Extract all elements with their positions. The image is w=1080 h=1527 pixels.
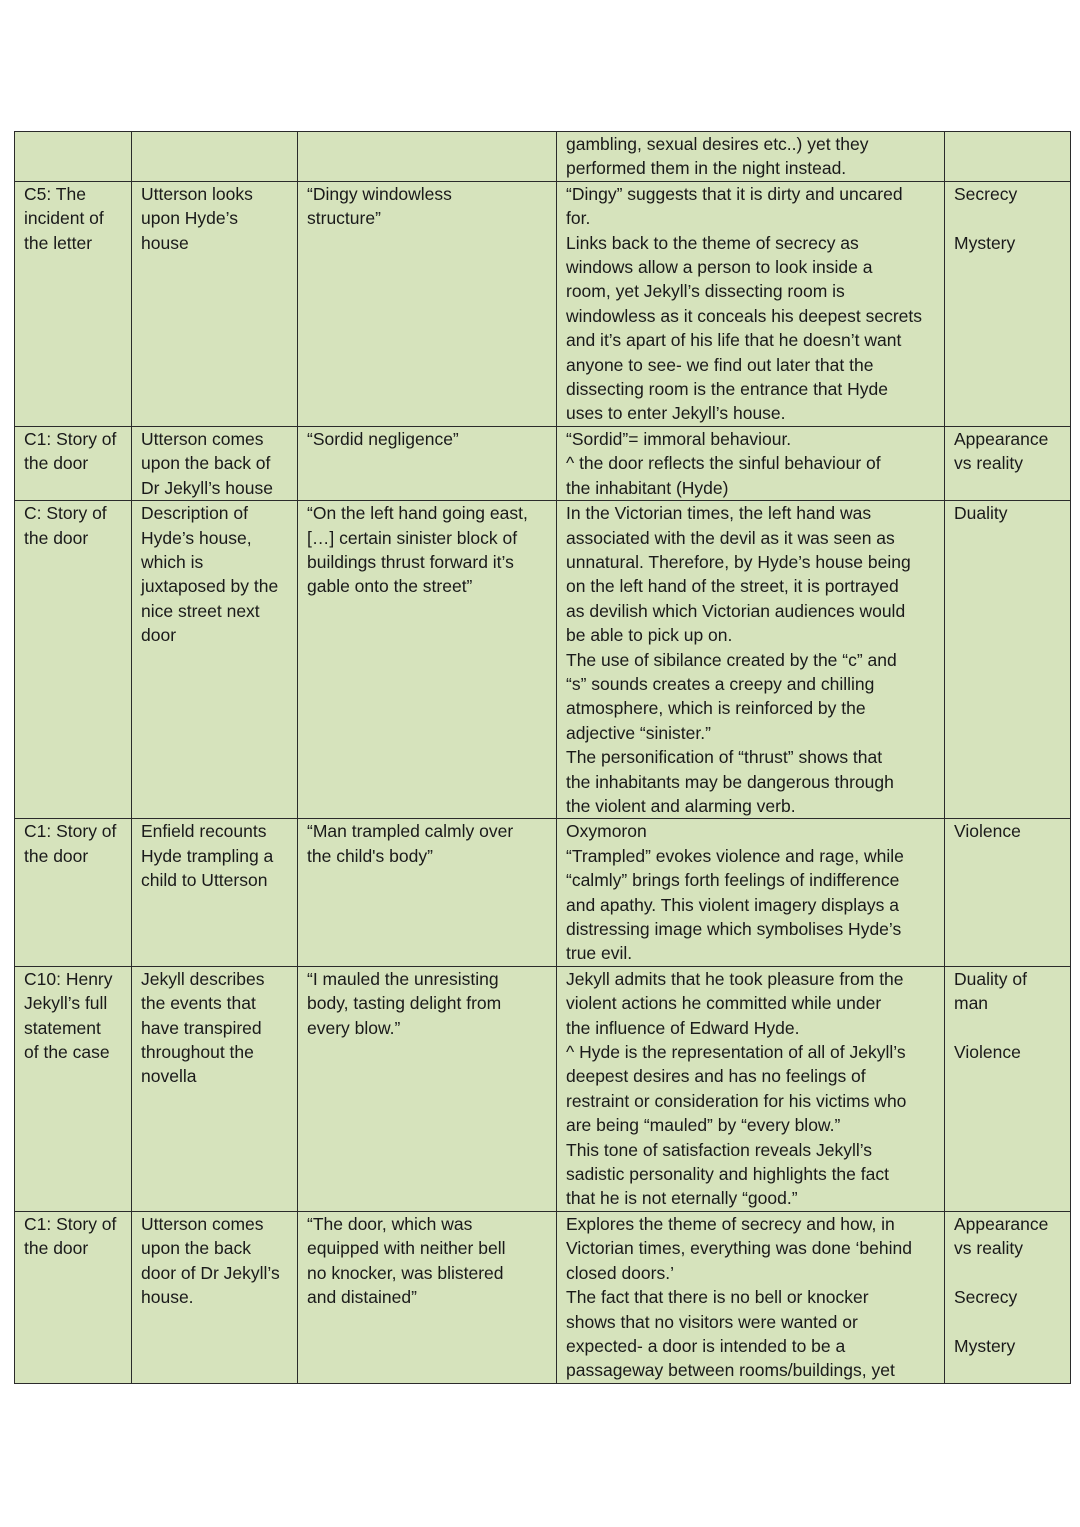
- cell-text-line: windowless as it conceals his deepest secrets: [566, 305, 923, 326]
- cell-text-line: nice street next: [141, 600, 260, 621]
- cell-text-line: are being “mauled” by “every blow.”: [566, 1115, 841, 1136]
- cell-text-line: “Sordid”= immoral behaviour.: [566, 428, 792, 449]
- cell-text-line: Utterson comes: [141, 428, 264, 449]
- cell-text-line: adjective “sinister.”: [566, 722, 711, 743]
- cell-text-line: “On the left hand going east,: [307, 503, 528, 524]
- cell-text-line: “I mauled the unresisting: [307, 968, 499, 989]
- cell-text-line: room, yet Jekyll’s dissecting room is: [566, 281, 845, 302]
- themes-cell: [945, 501, 1071, 819]
- cell-text-line: passageway between rooms/buildings, yet: [566, 1360, 895, 1381]
- cell-text-line: have transpired: [141, 1017, 262, 1038]
- cell-text-line: expected- a door is intended to be a: [566, 1335, 846, 1356]
- cell-text-line: be able to pick up on.: [566, 625, 733, 646]
- cell-text-line: dissecting room is the entrance that Hyde: [566, 379, 888, 400]
- event-cell: [132, 966, 298, 1211]
- cell-text-line: statement: [24, 1017, 101, 1038]
- cell-text-line: the door: [24, 527, 89, 548]
- cell-text-line: Oxymoron: [566, 821, 647, 842]
- chapter-cell: [15, 426, 132, 500]
- cell-text-line: restraint or consideration for his victims who: [566, 1090, 907, 1111]
- cell-text-line: juxtaposed by the: [141, 576, 279, 597]
- cell-text-line: upon the back of: [141, 453, 271, 474]
- chapter-cell: [15, 1211, 132, 1383]
- table-row: [15, 501, 1071, 819]
- cell-text-line: distressing image which symbolises Hyde’s: [566, 919, 902, 939]
- cell-text-line: In the Victorian times, the left hand was: [566, 503, 872, 524]
- cell-text-line: “Trampled” evokes violence and rage, while: [566, 845, 904, 866]
- cell-text-line: which is: [141, 551, 204, 572]
- cell-text-line: house: [141, 232, 189, 253]
- table-row: [15, 181, 1071, 426]
- cell-text-line: C5: The: [24, 183, 86, 204]
- cell-text-line: on the left hand of the street, it is portrayed: [566, 576, 899, 597]
- cell-text-line: that he is not eternally “good.”: [566, 1188, 798, 1209]
- quote-cell: [298, 1211, 557, 1383]
- cell-text-line: “Sordid negligence”: [307, 428, 459, 449]
- cell-text-line: unnatural. Therefore, by Hyde’s house being: [566, 551, 911, 572]
- themes-cell: [945, 181, 1071, 426]
- line-spacer: [954, 1016, 1062, 1040]
- cell-text-line: windows allow a person to look inside a: [566, 257, 873, 278]
- themes-cell: [945, 819, 1071, 966]
- chapter-cell: [15, 819, 132, 966]
- chapter-cell: [15, 181, 132, 426]
- cell-text-line: Dr Jekyll’s house: [141, 477, 273, 498]
- event-cell: [132, 132, 298, 182]
- cell-text-line: the influence of Edward Hyde.: [566, 1017, 800, 1038]
- cell-text-line: incident of: [24, 208, 104, 229]
- line-spacer: [954, 1309, 1062, 1333]
- cell-text-line: vs reality: [954, 1238, 1024, 1259]
- cell-text-line: ^ the door reflects the sinful behaviour of: [566, 453, 881, 474]
- quote-cell: [298, 426, 557, 500]
- cell-text-line: door: [141, 625, 177, 646]
- cell-text-line: vs reality: [954, 453, 1024, 474]
- cell-text-line: child to Utterson: [141, 870, 268, 891]
- event-cell: [132, 426, 298, 500]
- cell-text-line: body, tasting delight from: [307, 993, 502, 1014]
- cell-text-line: Hyde’s house,: [141, 527, 252, 548]
- cell-text-line: closed doors.’: [566, 1262, 674, 1283]
- quote-cell: [298, 966, 557, 1211]
- cell-text-line: of the case: [24, 1042, 110, 1063]
- cell-text-line: uses to enter Jekyll’s house.: [566, 403, 786, 424]
- cell-text-line: the events that: [141, 993, 256, 1014]
- cell-text-line: “Dingy windowless: [307, 183, 452, 204]
- cell-text-line: “Man trampled calmly over: [307, 821, 514, 842]
- cell-text-line: This tone of satisfaction reveals Jekyll’s: [566, 1139, 873, 1160]
- cell-text-line: every blow.”: [307, 1017, 401, 1038]
- line-spacer: [954, 1261, 1062, 1285]
- analysis-cell: [557, 181, 945, 426]
- cell-text-line: the inhabitants may be dangerous through: [566, 771, 894, 792]
- cell-text-line: C1: Story of: [24, 428, 117, 449]
- cell-text-line: Duality: [954, 503, 1008, 524]
- analysis-cell: [557, 132, 945, 182]
- cell-text-line: the door: [24, 453, 89, 474]
- cell-text-line: true evil.: [566, 943, 633, 964]
- quote-cell: [298, 501, 557, 819]
- cell-text-line: the door: [24, 845, 89, 866]
- cell-text-line: The use of sibilance created by the “c” and: [566, 649, 897, 670]
- cell-text-line: throughout the: [141, 1042, 254, 1063]
- cell-text-line: shows that no visitors were wanted or: [566, 1311, 858, 1332]
- cell-text-line: Secrecy: [954, 1287, 1018, 1308]
- analysis-cell: [557, 966, 945, 1211]
- cell-text-line: Victorian times, everything was done ‘behind: [566, 1238, 912, 1259]
- table-row: [15, 1211, 1071, 1383]
- cell-text-line: associated with the devil as it was seen as: [566, 527, 895, 548]
- cell-text-line: door of Dr Jekyll’s: [141, 1262, 280, 1283]
- cell-text-line: Explores the theme of secrecy and how, in: [566, 1213, 895, 1234]
- themes-cell: [945, 966, 1071, 1211]
- cell-text-line: deepest desires and has no feelings of: [566, 1066, 866, 1087]
- cell-text-line: Duality of: [954, 968, 1027, 989]
- themes-cell: [945, 132, 1071, 182]
- cell-text-line: Utterson comes: [141, 1213, 264, 1234]
- cell-text-line: Hyde trampling a: [141, 845, 274, 866]
- cell-text-line: Jekyll’s full: [24, 993, 108, 1014]
- cell-text-line: Violence: [954, 821, 1021, 842]
- cell-text-line: Jekyll describes: [141, 968, 265, 989]
- cell-text-line: Mystery: [954, 1335, 1016, 1356]
- cell-text-line: sadistic personality and highlights the fact: [566, 1164, 889, 1185]
- table-row: [15, 132, 1071, 182]
- cell-text-line: C1: Story of: [24, 1213, 117, 1234]
- cell-text-line: gambling, sexual desires etc..) yet they: [566, 134, 869, 154]
- cell-text-line: violent actions he committed while under: [566, 993, 882, 1014]
- cell-text-line: the letter: [24, 232, 93, 253]
- event-cell: [132, 181, 298, 426]
- analysis-cell: [557, 426, 945, 500]
- cell-text-line: performed them in the night instead.: [566, 158, 847, 179]
- cell-text-line: The fact that there is no bell or knocker: [566, 1287, 869, 1308]
- cell-text-line: as devilish which Victorian audiences would: [566, 600, 906, 621]
- cell-text-line: structure”: [307, 208, 381, 229]
- cell-text-line: “s” sounds creates a creepy and chilling: [566, 673, 875, 694]
- cell-text-line: Secrecy: [954, 183, 1018, 204]
- cell-text-line: the child's body”: [307, 845, 433, 866]
- quote-cell: [298, 819, 557, 966]
- chapter-cell: [15, 132, 132, 182]
- analysis-cell: [557, 819, 945, 966]
- cell-text-line: and apathy. This violent imagery displays a: [566, 894, 900, 915]
- table-row: [15, 966, 1071, 1211]
- quote-cell: [298, 132, 557, 182]
- cell-text-line: “calmly” brings forth feelings of indifference: [566, 870, 900, 891]
- cell-text-line: house.: [141, 1287, 194, 1308]
- cell-text-line: The personification of “thrust” shows that: [566, 747, 883, 768]
- cell-text-line: Enfield recounts: [141, 821, 267, 842]
- table-row: [15, 819, 1071, 966]
- cell-text-line: C10: Henry: [24, 968, 113, 989]
- cell-text-line: Mystery: [954, 232, 1016, 253]
- cell-text-line: “Dingy” suggests that it is dirty and uncared: [566, 183, 903, 204]
- cell-text-line: the door: [24, 1238, 89, 1259]
- cell-text-line: “The door, which was: [307, 1213, 473, 1234]
- cell-text-line: and distained”: [307, 1287, 417, 1308]
- cell-text-line: C1: Story of: [24, 821, 117, 842]
- cell-text-line: the inhabitant (Hyde): [566, 477, 729, 498]
- cell-text-line: upon Hyde’s: [141, 208, 238, 229]
- cell-text-line: C: Story of: [24, 503, 107, 524]
- chapter-cell: [15, 966, 132, 1211]
- cell-text-line: buildings thrust forward it’s: [307, 551, 514, 572]
- cell-text-line: equipped with neither bell: [307, 1238, 506, 1259]
- cell-text-line: Violence: [954, 1042, 1021, 1063]
- table-row: [15, 426, 1071, 500]
- cell-text-line: atmosphere, which is reinforced by the: [566, 698, 866, 719]
- analysis-table: [14, 131, 1071, 1384]
- analysis-cell: [557, 501, 945, 819]
- cell-text-line: and it’s apart of his life that he doesn’t want: [566, 330, 902, 351]
- cell-text-line: no knocker, was blistered: [307, 1262, 504, 1283]
- cell-text-line: Utterson looks: [141, 183, 253, 204]
- cell-text-line: Links back to the theme of secrecy as: [566, 232, 859, 253]
- cell-text-line: anyone to see- we find out later that the: [566, 354, 874, 375]
- cell-text-line: for.: [566, 208, 591, 229]
- cell-text-line: man: [954, 993, 989, 1014]
- cell-text-line: Appearance: [954, 428, 1049, 449]
- themes-cell: [945, 1211, 1071, 1383]
- cell-text-line: Appearance: [954, 1213, 1049, 1234]
- event-cell: [132, 819, 298, 966]
- cell-text-line: Description of: [141, 503, 248, 524]
- cell-text-line: upon the back: [141, 1238, 251, 1259]
- cell-text-line: the violent and alarming verb.: [566, 795, 796, 816]
- event-cell: [132, 501, 298, 819]
- cell-text-line: […] certain sinister block of: [307, 527, 518, 548]
- cell-text-line: gable onto the street”: [307, 576, 473, 597]
- analysis-cell: [557, 1211, 945, 1383]
- cell-text-line: ^ Hyde is the representation of all of Jekyll’s: [566, 1042, 906, 1063]
- event-cell: [132, 1211, 298, 1383]
- table-body: [15, 132, 1071, 1384]
- quote-cell: [298, 181, 557, 426]
- chapter-cell: [15, 501, 132, 819]
- line-spacer: [954, 206, 1062, 230]
- cell-text-line: Jekyll admits that he took pleasure from the: [566, 968, 904, 989]
- themes-cell: [945, 426, 1071, 500]
- cell-text-line: novella: [141, 1066, 197, 1087]
